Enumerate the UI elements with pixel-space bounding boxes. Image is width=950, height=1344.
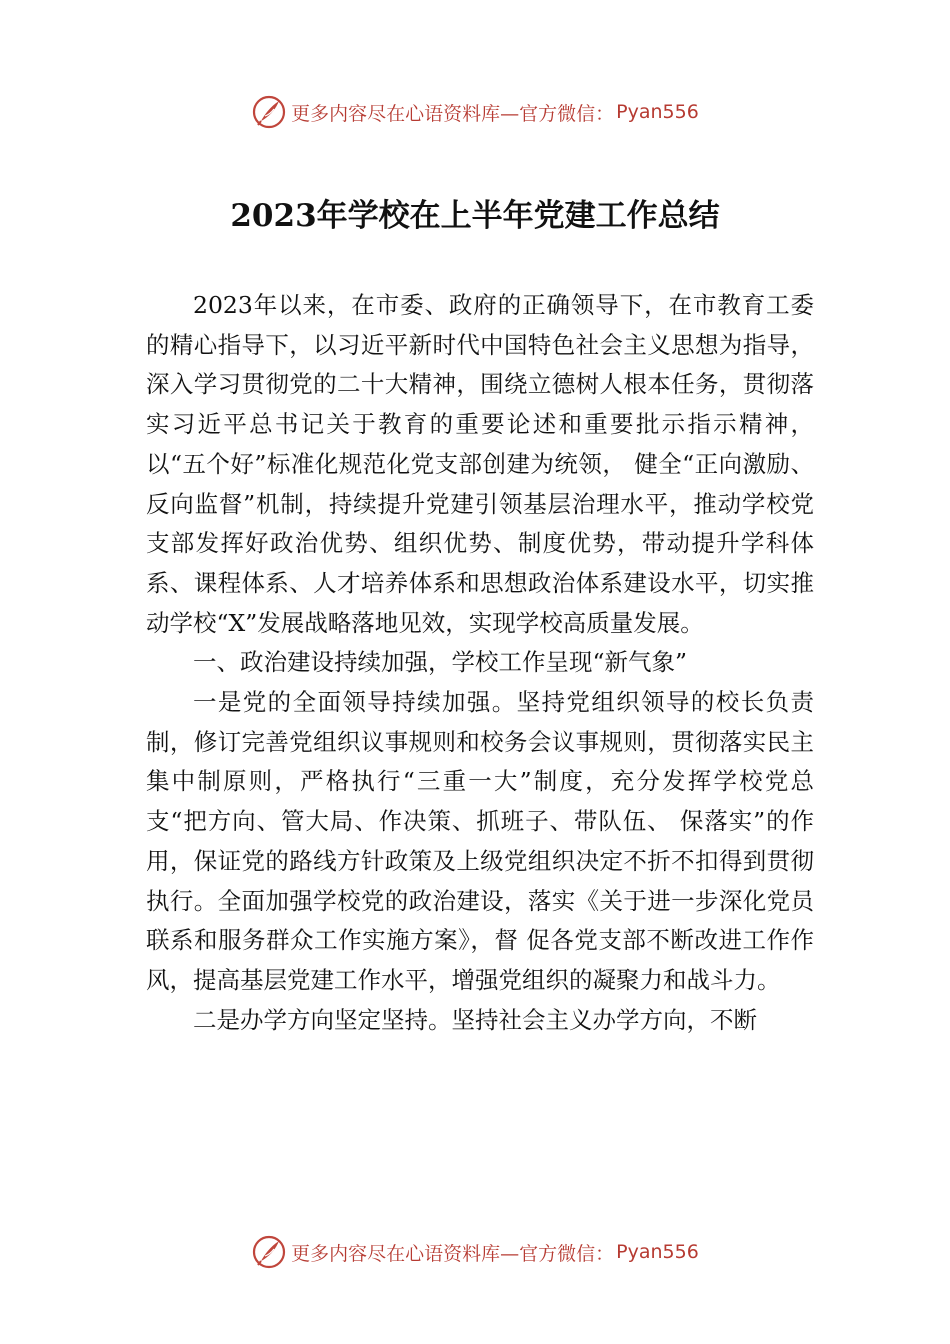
paragraph-point-2: 二是办学方向坚定坚持。坚持社会主义办学方向，不断 [193,1005,757,1034]
quill-pen-icon [251,1234,287,1270]
document-body [146,286,814,1040]
section-heading-1: 一、政治建设持续加强，学校工作呈现“新气象” [193,648,688,677]
document-title: 2023年学校在上半年党建工作总结 [230,198,720,234]
watermark-header [0,92,950,132]
watermark-wechat-id: Pyan556 [616,101,699,123]
watermark-text: 更多内容尽在心语资料库—官方微信： [291,102,615,125]
watermark-wechat-id: Pyan556 [616,1241,699,1263]
watermark-footer [0,1232,950,1272]
quill-pen-icon [251,94,287,130]
paragraph-intro: 2023年以来，在市委、政府的正确领导下，在市教育工委的精心指导下，以习近平新时代中国特色社会主义思想为指导，深入学习贯彻党的二十大精神，围绕立德树人根本任务，贯彻落实习近平总书记关于教育的重要论述和重要批示指示精神，以“五个好”标准化规范化党支部创建为统领， 健全“正向激励、反向监督”机制，持续提升党建引领基层治理水平，推动学校党支部发挥好政治优势、组织优势、制度优势，带动提升学科体系、课程体系、人才培养体系和思想政治体系建设水平，切实推动学校“X”发展战略落地见效，实现学校高质量发展。 [146,291,814,637]
watermark-text: 更多内容尽在心语资料库—官方微信： [291,1242,615,1265]
paragraph-point-1: 一是党的全面领导持续加强。坚持党组织领导的校长负责制，修订完善党组织议事规则和校务会议事规则，贯彻落实民主集中制原则，严格执行“三重一大”制度，充分发挥学校党总支“把方向、管大局、作决策、抓班子、带队伍、 保落实”的作用，保证党的路线方针政策及上级党组织决定不折不扣得到贯彻执行。全面加强学校党的政治建设，落实《关于进一步深化党员联系和服务群众工作实施方案》，督 促各党支部不断改进工作作风，提高基层党建工作水平，增强党组织的凝聚力和战斗力。 [146,688,814,994]
